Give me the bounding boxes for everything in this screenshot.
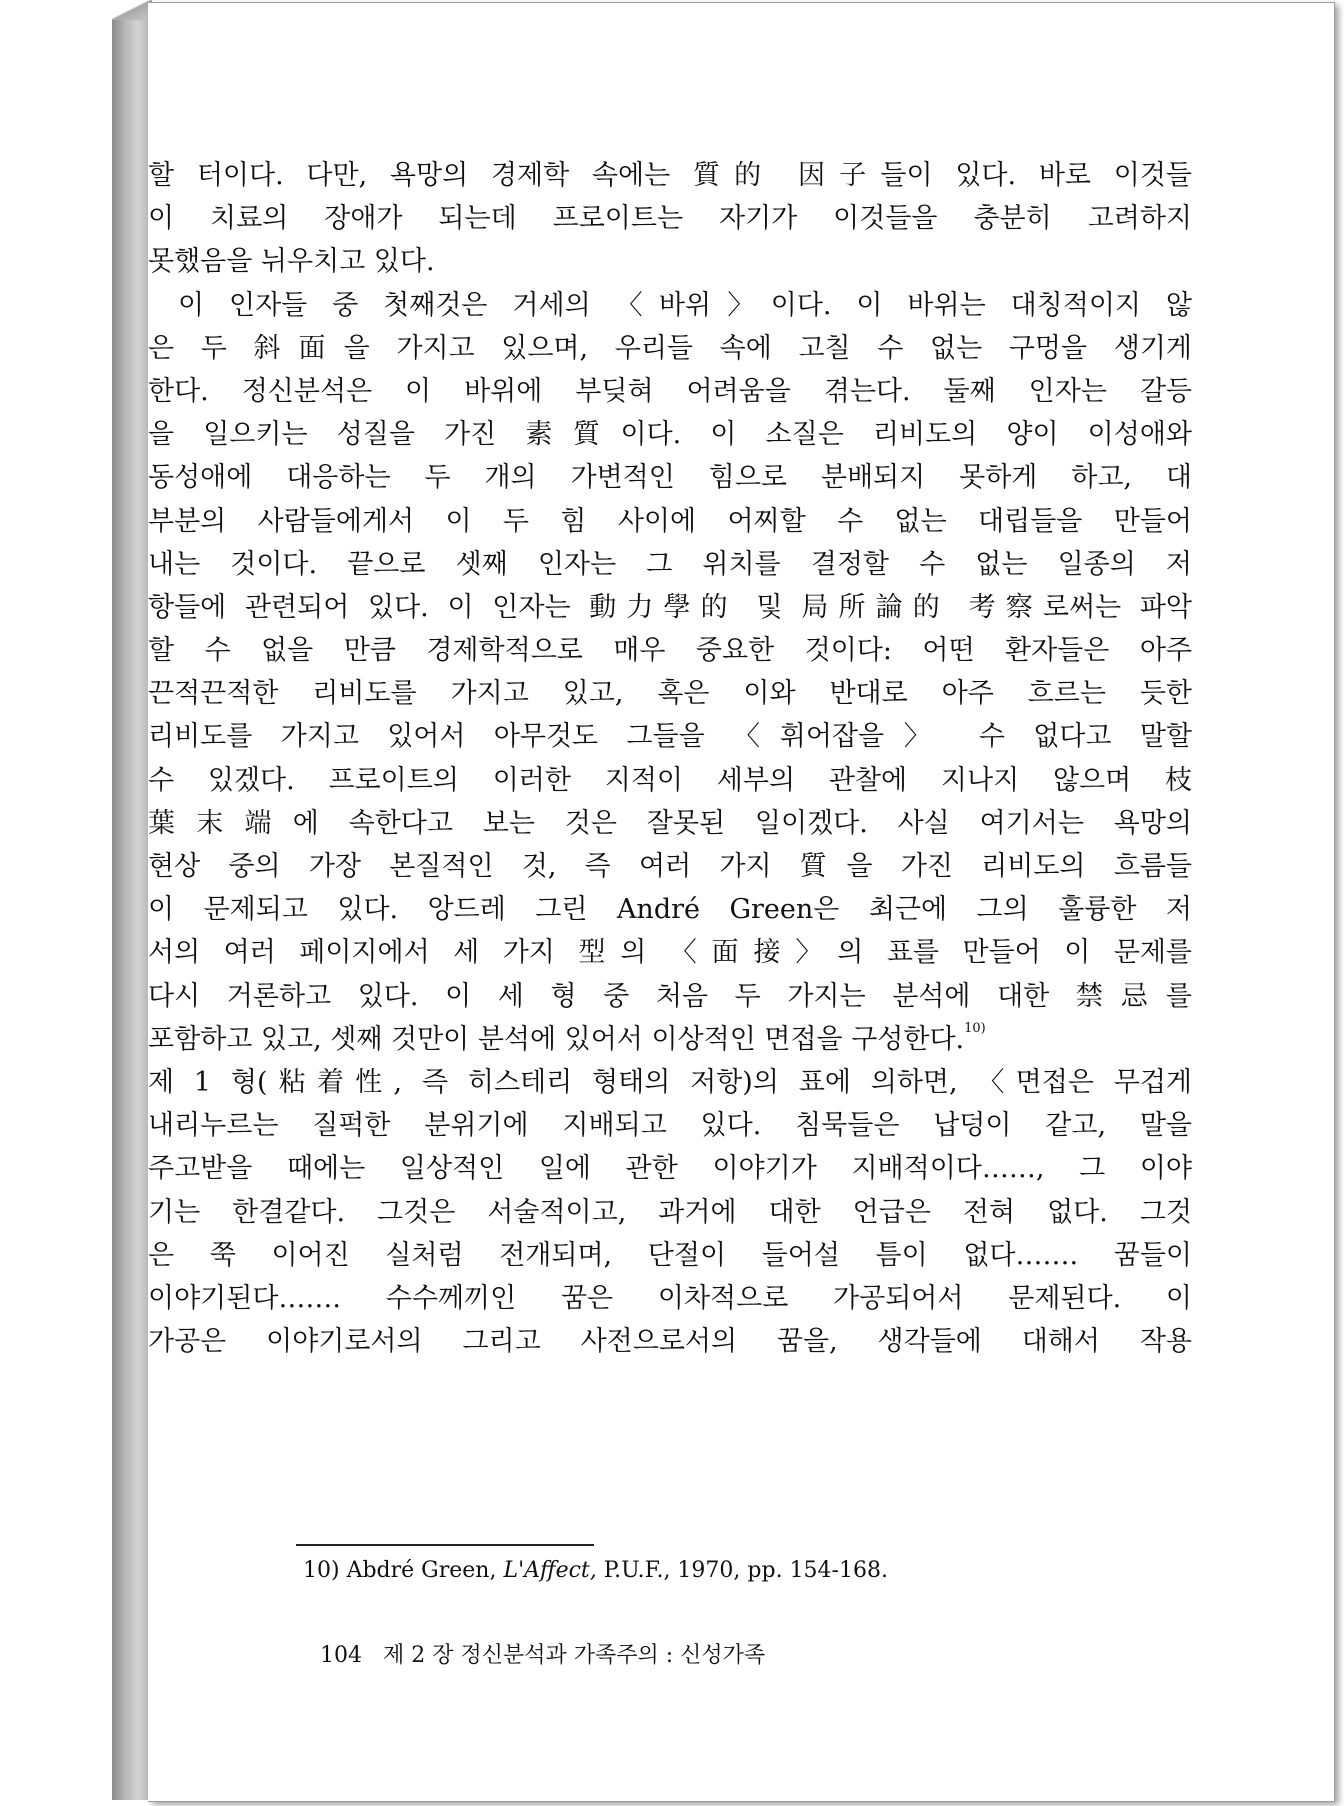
book-spine bbox=[112, 4, 149, 1800]
text-line: 이 치료의 장애가 되는데 프로이트는 자기가 이것들을 충분히 고려하지 bbox=[148, 203, 1192, 235]
footnote-title: L'Affect, bbox=[503, 1558, 597, 1583]
text-line: 은 쭉 이어진 실처럼 전개되며, 단절이 들어설 틈이 없다……. 꿈들이 bbox=[148, 1239, 1192, 1271]
text-line: 다시 거론하고 있다. 이 세 형 중 처음 두 가지는 분석에 대한 禁忌를 bbox=[148, 980, 1192, 1012]
text-line: 부분의 사람들에게서 이 두 힘 사이에 어찌할 수 없는 대립들을 만들어 bbox=[148, 505, 1192, 537]
text-line: 끈적끈적한 리비도를 가지고 있고, 혹은 이와 반대로 아주 흐르는 듯한 bbox=[148, 678, 1192, 710]
text-line: 葉末端에 속한다고 보는 것은 잘못된 일이겠다. 사실 여기서는 욕망의 bbox=[148, 807, 1192, 839]
text-line: 한다. 정신분석은 이 바위에 부딪혀 어려움을 겪는다. 둘째 인자는 갈등 bbox=[148, 375, 1192, 407]
text-line: 못했음을 뉘우치고 있다. bbox=[148, 246, 435, 278]
footnote-divider bbox=[296, 1544, 594, 1546]
page-footer bbox=[320, 1638, 765, 1669]
text-line: 현상 중의 가장 본질적인 것, 즉 여러 가지 質을 가진 리비도의 흐름들 bbox=[148, 851, 1192, 882]
text-line: 할 터이다. 다만, 욕망의 경제학 속에는 質的 因子들이 있다. 바로 이것들 bbox=[148, 160, 1192, 191]
footnote-details: P.U.F., 1970, pp. 154-168. bbox=[603, 1558, 888, 1583]
footnote-number: 10) bbox=[303, 1558, 340, 1583]
text-line: 항들에 관련되어 있다. 이 인자는 動力學的 및 局所論的 考察로써는 파악 bbox=[148, 591, 1192, 623]
text-line bbox=[148, 1018, 1192, 1061]
text-line: 이 문제되고 있다. 앙드레 그린 André Green은 최근에 그의 훌륭한 저 bbox=[148, 894, 1192, 926]
text-line: 리비도를 가지고 있어서 아무것도 그들을 〈휘어잡을〉 수 없다고 말할 bbox=[148, 721, 1192, 753]
text-line: 주고받을 때에는 일상적인 일에 관한 이야기가 지배적이다……, 그 이야 bbox=[148, 1153, 1192, 1185]
text-line: 이 인자들 중 첫째것은 거세의 〈바위〉이다. 이 바위는 대칭적이지 않 bbox=[178, 289, 1192, 321]
text-line: 내리누르는 질퍽한 분위기에 지배되고 있다. 침묵들은 납덩이 같고, 말을 bbox=[148, 1110, 1192, 1142]
book-spine-corner bbox=[112, 0, 152, 20]
footnote-author: Abdré Green, bbox=[346, 1558, 497, 1583]
text-line: 수 있겠다. 프로이트의 이러한 지적이 세부의 관찰에 지나지 않으며 枝 bbox=[148, 764, 1192, 796]
text-line: 기는 한결같다. 그것은 서술적이고, 과거에 대한 언급은 전혀 없다. 그것 bbox=[148, 1196, 1192, 1228]
body-text bbox=[148, 154, 1192, 1363]
text-line: 동성애에 대응하는 두 개의 가변적인 힘으로 분배되지 못하게 하고, 대 bbox=[148, 462, 1192, 494]
text-line: 이야기된다……. 수수께끼인 꿈은 이차적으로 가공되어서 문제된다. 이 bbox=[148, 1282, 1192, 1314]
text-line: 내는 것이다. 끝으로 셋째 인자는 그 위치를 결정할 수 없는 일종의 저 bbox=[148, 548, 1192, 580]
text-line: 서의 여러 페이지에서 세 가지 型의 〈面接〉의 표를 만들어 이 문제를 bbox=[148, 937, 1192, 969]
footnote-marker[interactable]: 10) bbox=[964, 1020, 986, 1036]
text-line: 은 두 斜面을 가지고 있으며, 우리들 속에 고칠 수 없는 구멍을 생기게 bbox=[148, 332, 1192, 364]
text-line: 가공은 이야기로서의 그리고 사전으로서의 꿈을, 생각들에 대해서 작용 bbox=[148, 1326, 1192, 1358]
text-line: 제 1 형(粘着性, 즉 히스테리 형태의 저항)의 표에 의하면, 〈면접은 무겁게 bbox=[148, 1066, 1192, 1098]
footnote bbox=[303, 1558, 888, 1583]
text-line: 할 수 없을 만큼 경제학적으로 매우 중요한 것이다: 어떤 환자들은 아주 bbox=[148, 635, 1192, 667]
text-line: 을 일으키는 성질을 가진 素質이다. 이 소질은 리비도의 양이 이성애와 bbox=[148, 419, 1192, 451]
page-number: 104 bbox=[320, 1643, 362, 1668]
running-chapter-title: 제 2 장 정신분석과 가족주의 : 신성가족 bbox=[383, 1643, 766, 1668]
text-line-content: 포함하고 있고, 셋째 것만이 분석에 있어서 이상적인 면접을 구성한다. bbox=[148, 1023, 965, 1055]
